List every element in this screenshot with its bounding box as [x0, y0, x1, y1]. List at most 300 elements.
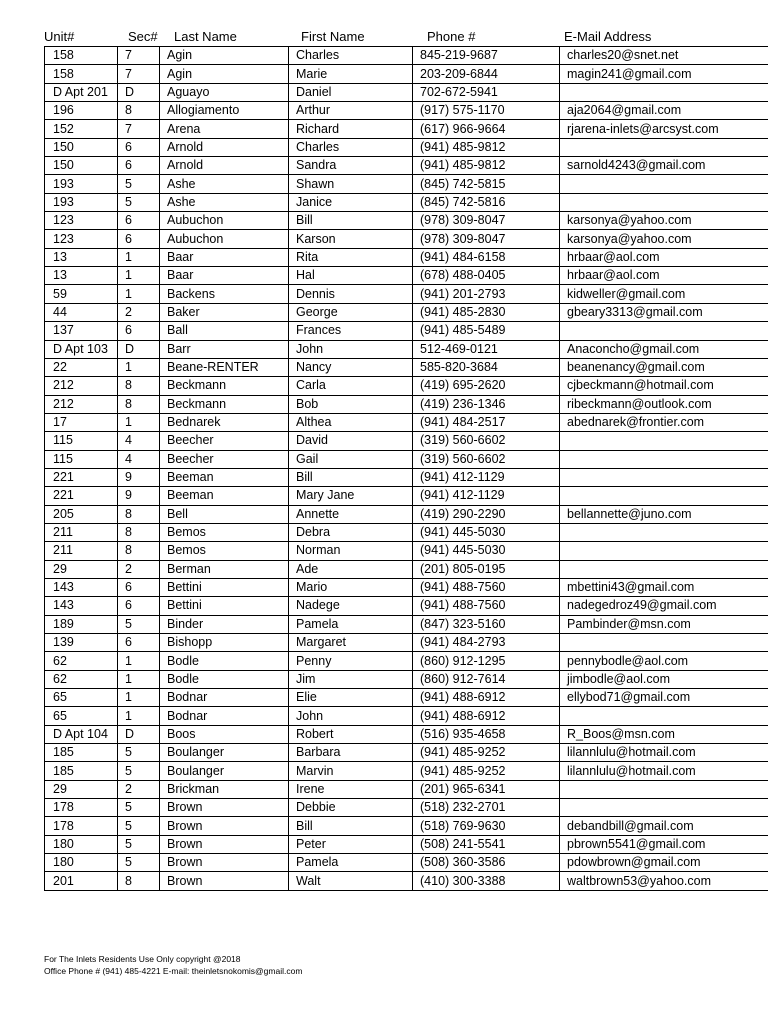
phone-cell: 203-209-6844 [413, 65, 560, 83]
sec-cell: 8 [118, 872, 160, 890]
sec-cell: 6 [118, 597, 160, 615]
phone-cell: (845) 742-5815 [413, 175, 560, 193]
first-name-cell: Penny [289, 652, 413, 670]
unit-cell: 185 [45, 744, 118, 762]
email-cell: nadegedroz49@gmail.com [560, 597, 768, 615]
phone-cell: (941) 412-1129 [413, 468, 560, 486]
sec-cell: 5 [118, 175, 160, 193]
email-cell [560, 432, 768, 450]
unit-cell: 143 [45, 578, 118, 596]
residents-table-body [45, 47, 768, 891]
sec-cell: 1 [118, 670, 160, 688]
sec-cell: 5 [118, 615, 160, 633]
sec-cell: 6 [118, 578, 160, 596]
phone-cell: (860) 912-1295 [413, 652, 560, 670]
first-name-cell: Charles [289, 138, 413, 156]
last-name-cell: Aguayo [160, 83, 289, 101]
phone-cell: (941) 485-9252 [413, 762, 560, 780]
table-row [45, 854, 768, 872]
last-name-cell: Ashe [160, 193, 289, 211]
unit-cell: 189 [45, 615, 118, 633]
unit-cell: 211 [45, 523, 118, 541]
last-name-cell: Bemos [160, 523, 289, 541]
email-cell: pennybodle@aol.com [560, 652, 768, 670]
first-name-cell: Robert [289, 725, 413, 743]
unit-cell: 221 [45, 468, 118, 486]
first-name-cell: Irene [289, 780, 413, 798]
last-name-cell: Bishopp [160, 634, 289, 652]
last-name-cell: Bettini [160, 597, 289, 615]
last-name-cell: Binder [160, 615, 289, 633]
table-row [45, 780, 768, 798]
table-row [45, 762, 768, 780]
unit-cell: 212 [45, 377, 118, 395]
last-name-cell: Baker [160, 303, 289, 321]
last-name-cell: Boulanger [160, 744, 289, 762]
phone-cell: (516) 935-4658 [413, 725, 560, 743]
phone-cell: (941) 485-5489 [413, 322, 560, 340]
phone-cell: (518) 769-9630 [413, 817, 560, 835]
phone-cell: (978) 309-8047 [413, 230, 560, 248]
last-name-cell: Agin [160, 65, 289, 83]
first-name-cell: Marvin [289, 762, 413, 780]
sec-cell: 8 [118, 523, 160, 541]
sec-cell: D [118, 340, 160, 358]
email-cell [560, 175, 768, 193]
last-name-cell: Bodle [160, 652, 289, 670]
unit-cell: 150 [45, 138, 118, 156]
table-row [45, 102, 768, 120]
sec-cell: 6 [118, 212, 160, 230]
unit-cell: 17 [45, 413, 118, 431]
email-cell [560, 193, 768, 211]
first-name-cell: Karson [289, 230, 413, 248]
first-name-cell: Margaret [289, 634, 413, 652]
email-cell: beanenancy@gmail.com [560, 358, 768, 376]
table-row [45, 358, 768, 376]
sec-cell: 1 [118, 267, 160, 285]
sec-cell: 9 [118, 487, 160, 505]
phone-cell: (845) 742-5816 [413, 193, 560, 211]
sec-cell: 1 [118, 358, 160, 376]
unit-cell: 123 [45, 230, 118, 248]
last-name-cell: Bettini [160, 578, 289, 596]
email-cell [560, 83, 768, 101]
table-row [45, 872, 768, 890]
last-name-cell: Ashe [160, 175, 289, 193]
unit-cell: 115 [45, 432, 118, 450]
sec-cell: 8 [118, 102, 160, 120]
table-row [45, 597, 768, 615]
phone-cell: 512-469-0121 [413, 340, 560, 358]
first-name-cell: David [289, 432, 413, 450]
unit-cell: 205 [45, 505, 118, 523]
phone-cell: (941) 412-1129 [413, 487, 560, 505]
table-row [45, 65, 768, 83]
phone-cell: (410) 300-3388 [413, 872, 560, 890]
first-name-cell: Marie [289, 65, 413, 83]
table-row [45, 817, 768, 835]
email-cell: magin241@gmail.com [560, 65, 768, 83]
sec-cell: 1 [118, 413, 160, 431]
email-cell [560, 799, 768, 817]
email-cell: R_Boos@msn.com [560, 725, 768, 743]
table-row [45, 799, 768, 817]
phone-cell: (941) 485-9812 [413, 157, 560, 175]
email-cell: lilannlulu@hotmail.com [560, 744, 768, 762]
phone-cell: (941) 485-9252 [413, 744, 560, 762]
first-name-cell: Nancy [289, 358, 413, 376]
phone-cell: (419) 236-1346 [413, 395, 560, 413]
header-last-name: Last Name [174, 29, 237, 44]
last-name-cell: Boos [160, 725, 289, 743]
last-name-cell: Beeman [160, 468, 289, 486]
sec-cell: 6 [118, 157, 160, 175]
first-name-cell: Bill [289, 468, 413, 486]
first-name-cell: Pamela [289, 615, 413, 633]
phone-cell: (508) 360-3586 [413, 854, 560, 872]
sec-cell: 8 [118, 395, 160, 413]
table-row [45, 725, 768, 743]
first-name-cell: Annette [289, 505, 413, 523]
first-name-cell: Norman [289, 542, 413, 560]
first-name-cell: Richard [289, 120, 413, 138]
email-cell [560, 634, 768, 652]
email-cell [560, 322, 768, 340]
first-name-cell: Rita [289, 248, 413, 266]
first-name-cell: John [289, 707, 413, 725]
unit-cell: 178 [45, 817, 118, 835]
email-cell: bellannette@juno.com [560, 505, 768, 523]
last-name-cell: Aubuchon [160, 212, 289, 230]
first-name-cell: John [289, 340, 413, 358]
phone-cell: (941) 484-2517 [413, 413, 560, 431]
phone-cell: (978) 309-8047 [413, 212, 560, 230]
table-row [45, 47, 768, 65]
first-name-cell: Bob [289, 395, 413, 413]
header-phone: Phone # [427, 29, 476, 44]
last-name-cell: Baar [160, 267, 289, 285]
table-row [45, 578, 768, 596]
phone-cell: (319) 560-6602 [413, 450, 560, 468]
header-first-name: First Name [301, 29, 365, 44]
phone-cell: (941) 488-6912 [413, 689, 560, 707]
last-name-cell: Beckmann [160, 395, 289, 413]
last-name-cell: Brown [160, 872, 289, 890]
email-cell: debandbill@gmail.com [560, 817, 768, 835]
unit-cell: 22 [45, 358, 118, 376]
email-cell [560, 560, 768, 578]
sec-cell: 5 [118, 817, 160, 835]
phone-cell: (941) 485-9812 [413, 138, 560, 156]
sec-cell: 2 [118, 303, 160, 321]
email-cell [560, 450, 768, 468]
last-name-cell: Bell [160, 505, 289, 523]
phone-cell: (847) 323-5160 [413, 615, 560, 633]
directory-sheet [44, 28, 768, 891]
last-name-cell: Bodnar [160, 707, 289, 725]
unit-cell: 62 [45, 670, 118, 688]
sec-cell: 6 [118, 322, 160, 340]
first-name-cell: Debbie [289, 799, 413, 817]
table-row [45, 670, 768, 688]
last-name-cell: Arnold [160, 157, 289, 175]
first-name-cell: Pamela [289, 854, 413, 872]
unit-cell: 193 [45, 175, 118, 193]
table-row [45, 83, 768, 101]
first-name-cell: Hal [289, 267, 413, 285]
unit-cell: D Apt 104 [45, 725, 118, 743]
sec-cell: 7 [118, 47, 160, 65]
email-cell: hrbaar@aol.com [560, 248, 768, 266]
last-name-cell: Arena [160, 120, 289, 138]
last-name-cell: Bodnar [160, 689, 289, 707]
last-name-cell: Allogiamento [160, 102, 289, 120]
unit-cell: 221 [45, 487, 118, 505]
email-cell: lilannlulu@hotmail.com [560, 762, 768, 780]
phone-cell: (518) 232-2701 [413, 799, 560, 817]
sec-cell: 7 [118, 65, 160, 83]
table-row [45, 744, 768, 762]
last-name-cell: Baar [160, 248, 289, 266]
header-sec: Sec# [128, 29, 158, 44]
unit-cell: 13 [45, 248, 118, 266]
first-name-cell: Mario [289, 578, 413, 596]
last-name-cell: Brickman [160, 780, 289, 798]
unit-cell: 65 [45, 707, 118, 725]
phone-cell: 845-219-9687 [413, 47, 560, 65]
table-row [45, 340, 768, 358]
first-name-cell: George [289, 303, 413, 321]
unit-cell: 211 [45, 542, 118, 560]
email-cell: ribeckmann@outlook.com [560, 395, 768, 413]
first-name-cell: Bill [289, 817, 413, 835]
phone-cell: (319) 560-6602 [413, 432, 560, 450]
email-cell: kidweller@gmail.com [560, 285, 768, 303]
table-row [45, 193, 768, 211]
last-name-cell: Barr [160, 340, 289, 358]
table-row [45, 468, 768, 486]
phone-cell: (617) 966-9664 [413, 120, 560, 138]
table-row [45, 542, 768, 560]
phone-cell: (941) 201-2793 [413, 285, 560, 303]
sec-cell: 8 [118, 505, 160, 523]
phone-cell: (941) 485-2830 [413, 303, 560, 321]
email-cell [560, 523, 768, 541]
sec-cell: 1 [118, 285, 160, 303]
first-name-cell: Gail [289, 450, 413, 468]
email-cell: cjbeckmann@hotmail.com [560, 377, 768, 395]
last-name-cell: Arnold [160, 138, 289, 156]
phone-cell: (860) 912-7614 [413, 670, 560, 688]
table-row [45, 413, 768, 431]
table-row [45, 652, 768, 670]
sec-cell: 4 [118, 432, 160, 450]
email-cell: sarnold4243@gmail.com [560, 157, 768, 175]
email-cell [560, 468, 768, 486]
table-row [45, 175, 768, 193]
header-email: E-Mail Address [564, 29, 652, 44]
phone-cell: (419) 290-2290 [413, 505, 560, 523]
last-name-cell: Berman [160, 560, 289, 578]
sec-cell: 1 [118, 689, 160, 707]
sec-cell: 1 [118, 707, 160, 725]
first-name-cell: Charles [289, 47, 413, 65]
sec-cell: 6 [118, 634, 160, 652]
table-row [45, 248, 768, 266]
unit-cell: 59 [45, 285, 118, 303]
unit-cell: 158 [45, 65, 118, 83]
email-cell: gbeary3313@gmail.com [560, 303, 768, 321]
sec-cell: 5 [118, 193, 160, 211]
phone-cell: 585-820-3684 [413, 358, 560, 376]
email-cell [560, 780, 768, 798]
unit-cell: 62 [45, 652, 118, 670]
email-cell: rjarena-inlets@arcsyst.com [560, 120, 768, 138]
unit-cell: 44 [45, 303, 118, 321]
email-cell [560, 707, 768, 725]
table-row [45, 303, 768, 321]
table-row [45, 560, 768, 578]
last-name-cell: Agin [160, 47, 289, 65]
table-row [45, 707, 768, 725]
email-cell: Pambinder@msn.com [560, 615, 768, 633]
phone-cell: (941) 445-5030 [413, 523, 560, 541]
unit-cell: 180 [45, 835, 118, 853]
unit-cell: D Apt 201 [45, 83, 118, 101]
sec-cell: 8 [118, 542, 160, 560]
unit-cell: 123 [45, 212, 118, 230]
unit-cell: 137 [45, 322, 118, 340]
last-name-cell: Beecher [160, 450, 289, 468]
first-name-cell: Barbara [289, 744, 413, 762]
last-name-cell: Beane-RENTER [160, 358, 289, 376]
first-name-cell: Bill [289, 212, 413, 230]
first-name-cell: Shawn [289, 175, 413, 193]
first-name-cell: Walt [289, 872, 413, 890]
first-name-cell: Mary Jane [289, 487, 413, 505]
sec-cell: 5 [118, 799, 160, 817]
email-cell: charles20@snet.net [560, 47, 768, 65]
email-cell: ellybod71@gmail.com [560, 689, 768, 707]
table-row [45, 432, 768, 450]
phone-cell: (941) 488-7560 [413, 578, 560, 596]
unit-cell: 29 [45, 780, 118, 798]
first-name-cell: Nadege [289, 597, 413, 615]
residents-table [44, 46, 768, 891]
email-cell: aja2064@gmail.com [560, 102, 768, 120]
unit-cell: 185 [45, 762, 118, 780]
sec-cell: 9 [118, 468, 160, 486]
phone-cell: 702-672-5941 [413, 83, 560, 101]
phone-cell: (508) 241-5541 [413, 835, 560, 853]
phone-cell: (941) 484-6158 [413, 248, 560, 266]
last-name-cell: Brown [160, 817, 289, 835]
email-cell [560, 542, 768, 560]
table-row [45, 322, 768, 340]
last-name-cell: Brown [160, 854, 289, 872]
unit-cell: 143 [45, 597, 118, 615]
last-name-cell: Beecher [160, 432, 289, 450]
table-row [45, 157, 768, 175]
unit-cell: 201 [45, 872, 118, 890]
email-cell: pdowbrown@gmail.com [560, 854, 768, 872]
unit-cell: 115 [45, 450, 118, 468]
last-name-cell: Bemos [160, 542, 289, 560]
sec-cell: 1 [118, 652, 160, 670]
last-name-cell: Bednarek [160, 413, 289, 431]
first-name-cell: Sandra [289, 157, 413, 175]
sec-cell: 5 [118, 744, 160, 762]
last-name-cell: Ball [160, 322, 289, 340]
sec-cell: 5 [118, 854, 160, 872]
sec-cell: 5 [118, 762, 160, 780]
first-name-cell: Debra [289, 523, 413, 541]
last-name-cell: Aubuchon [160, 230, 289, 248]
table-row [45, 450, 768, 468]
table-row [45, 689, 768, 707]
table-row [45, 267, 768, 285]
first-name-cell: Peter [289, 835, 413, 853]
email-cell: pbrown5541@gmail.com [560, 835, 768, 853]
phone-cell: (941) 488-7560 [413, 597, 560, 615]
sec-cell: 8 [118, 377, 160, 395]
first-name-cell: Ade [289, 560, 413, 578]
phone-cell: (419) 695-2620 [413, 377, 560, 395]
first-name-cell: Janice [289, 193, 413, 211]
unit-cell: 65 [45, 689, 118, 707]
table-row [45, 212, 768, 230]
table-row [45, 615, 768, 633]
footer-contact: Office Phone # (941) 485-4221 E-mail: theinletsnokomis@gmail.com [44, 966, 303, 976]
email-cell: mbettini43@gmail.com [560, 578, 768, 596]
sec-cell: 2 [118, 780, 160, 798]
unit-cell: 212 [45, 395, 118, 413]
last-name-cell: Brown [160, 799, 289, 817]
first-name-cell: Althea [289, 413, 413, 431]
phone-cell: (917) 575-1170 [413, 102, 560, 120]
email-cell: waltbrown53@yahoo.com [560, 872, 768, 890]
last-name-cell: Bodle [160, 670, 289, 688]
email-cell: karsonya@yahoo.com [560, 212, 768, 230]
table-row [45, 120, 768, 138]
table-row [45, 285, 768, 303]
email-cell: Anaconcho@gmail.com [560, 340, 768, 358]
table-row [45, 505, 768, 523]
phone-cell: (941) 445-5030 [413, 542, 560, 560]
unit-cell: 180 [45, 854, 118, 872]
email-cell: hrbaar@aol.com [560, 267, 768, 285]
phone-cell: (201) 965-6341 [413, 780, 560, 798]
footer [44, 953, 302, 977]
last-name-cell: Beeman [160, 487, 289, 505]
sec-cell: 5 [118, 835, 160, 853]
unit-cell: 196 [45, 102, 118, 120]
first-name-cell: Jim [289, 670, 413, 688]
first-name-cell: Daniel [289, 83, 413, 101]
unit-cell: 158 [45, 47, 118, 65]
table-row [45, 634, 768, 652]
sec-cell: 7 [118, 120, 160, 138]
email-cell [560, 487, 768, 505]
unit-cell: D Apt 103 [45, 340, 118, 358]
last-name-cell: Boulanger [160, 762, 289, 780]
unit-cell: 13 [45, 267, 118, 285]
unit-cell: 139 [45, 634, 118, 652]
header-unit: Unit# [44, 29, 75, 44]
column-headers [44, 28, 768, 46]
first-name-cell: Arthur [289, 102, 413, 120]
